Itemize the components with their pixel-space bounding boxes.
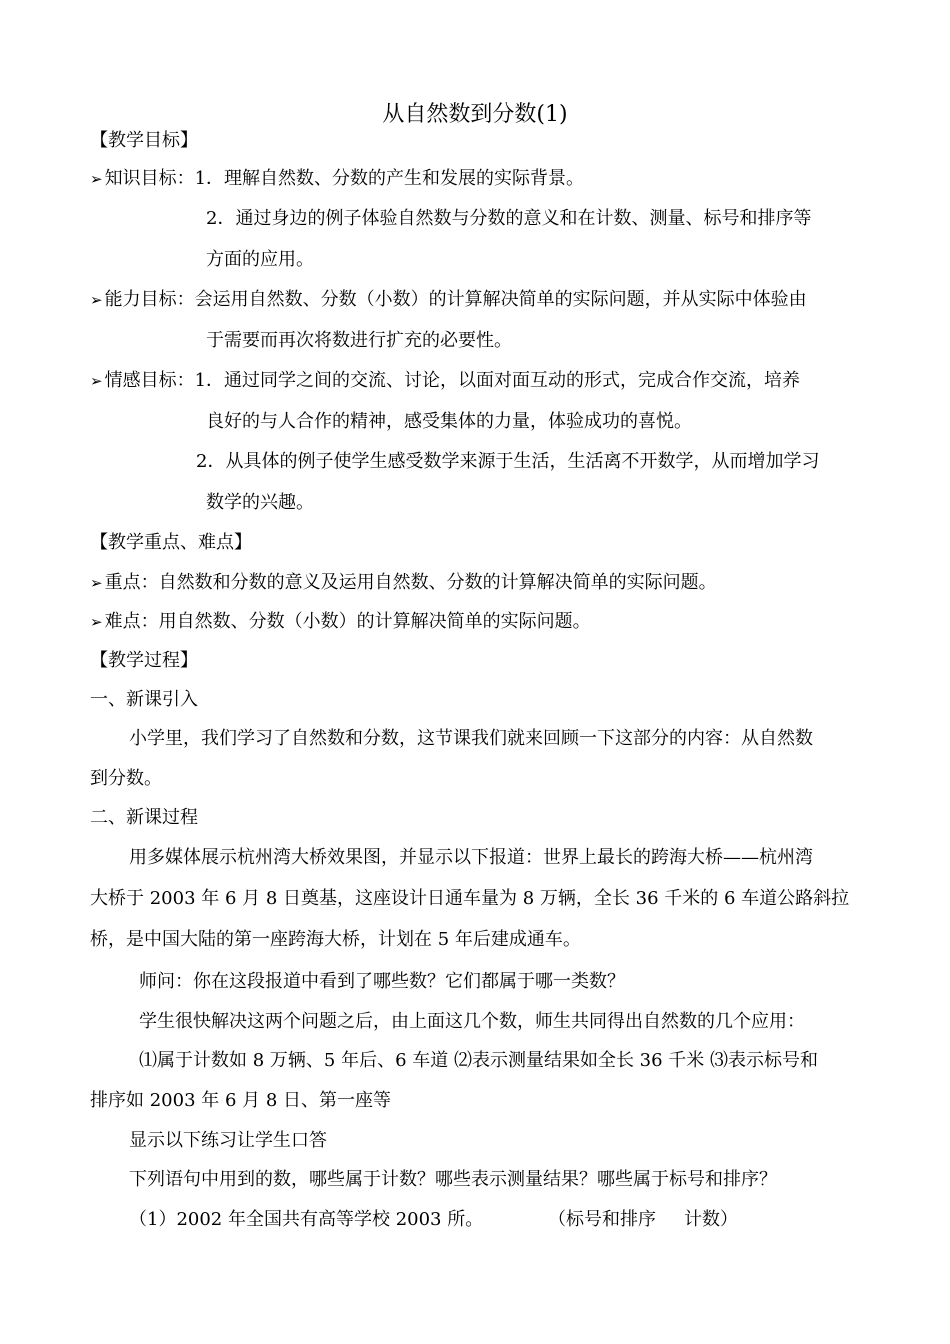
emotion-goal-line-3: 2．从具体的例子使学生感受数学来源于生活，生活离不开数学，从而增加学习 [196, 451, 820, 472]
difficulty-text: 难点：用自然数、分数（小数）的计算解决简单的实际问题。 [104, 611, 591, 632]
page-title: 从自然数到分数(1) [382, 102, 568, 127]
exercise-answer-a: （标号和排序 [548, 1209, 656, 1230]
bullet-arrow-icon: ➢ [90, 372, 103, 390]
emotion-goal-line-2: 良好的与人合作的精神，感受集体的力量，体验成功的喜悦。 [206, 411, 692, 432]
exercise-answer-b: 计数） [684, 1209, 738, 1230]
exercise-item-1: （1）2002 年全国共有高等学校 2003 所。 [129, 1209, 484, 1230]
applications-line-1: ⑴属于计数如 8 万辆、5 年后、6 车道 ⑵表示测量结果如全长 36 千米 ⑶表示标号和 [139, 1050, 819, 1071]
knowledge-goal-line-2: 2．通过身边的例子体验自然数与分数的意义和在计数、测量、标号和排序等 [206, 208, 812, 229]
difficulty-line [90, 610, 591, 634]
bullet-arrow-icon: ➢ [90, 291, 103, 309]
knowledge-goal-line-3: 方面的应用。 [206, 249, 314, 270]
report-paragraph-line-3: 桥，是中国大陆的第一座跨海大桥，计划在 5 年后建成通车。 [90, 929, 581, 950]
knowledge-goal-label: 知识目标： [104, 168, 195, 189]
knowledge-goal-line-1 [90, 167, 584, 191]
student-conclusion: 学生很快解决这两个问题之后，由上面这几个数，师生共同得出自然数的几个应用： [139, 1011, 805, 1032]
report-paragraph-line-2: 大桥于 2003 年 6 月 8 日奠基，这座设计日通车量为 8 万辆，全长 36 千米的 6 车道公路斜拉 [90, 888, 850, 909]
part-one-heading: 一、新课引入 [90, 689, 198, 710]
exercise-intro: 显示以下练习让学生口答 [129, 1130, 327, 1151]
key-point-text: 重点：自然数和分数的意义及运用自然数、分数的计算解决简单的实际问题。 [104, 572, 717, 593]
emotion-goal-line-4: 数学的兴趣。 [206, 492, 314, 513]
intro-paragraph-line-1: 小学里，我们学习了自然数和分数，这节课我们就来回顾一下这部分的内容：从自然数 [129, 728, 813, 749]
knowledge-goal-text-1: 1．理解自然数、分数的产生和发展的实际背景。 [194, 168, 585, 189]
ability-goal-line-1 [90, 288, 807, 312]
ability-goal-text-1: 会运用自然数、分数（小数）的计算解决简单的实际问题，并从实际中体验由 [194, 289, 807, 310]
teacher-question: 师问：你在这段报道中看到了哪些数？它们都属于哪一类数？ [139, 971, 625, 992]
emotion-goal-label: 情感目标： [104, 370, 195, 391]
bullet-arrow-icon: ➢ [90, 170, 103, 188]
intro-paragraph-line-2: 到分数。 [90, 768, 162, 789]
section-teaching-process: 【教学过程】 [90, 650, 198, 671]
ability-goal-label: 能力目标： [104, 289, 195, 310]
applications-line-2: 排序如 2003 年 6 月 8 日、第一座等 [90, 1090, 392, 1111]
section-key-difficult-points: 【教学重点、难点】 [90, 532, 252, 553]
part-two-heading: 二、新课过程 [90, 807, 198, 828]
bullet-arrow-icon: ➢ [90, 613, 103, 631]
key-point-line [90, 571, 717, 595]
report-paragraph-line-1: 用多媒体展示杭州湾大桥效果图，并显示以下报道：世界上最长的跨海大桥——杭州湾 [129, 847, 813, 868]
exercise-question: 下列语句中用到的数，哪些属于计数？哪些表示测量结果？哪些属于标号和排序？ [129, 1169, 777, 1190]
emotion-goal-text-1: 1．通过同学之间的交流、讨论，以面对面互动的形式，完成合作交流，培养 [194, 370, 801, 391]
bullet-arrow-icon: ➢ [90, 574, 103, 592]
section-teaching-goals: 【教学目标】 [90, 130, 198, 151]
emotion-goal-line-1 [90, 369, 800, 393]
exercise-item-1-answer [548, 1208, 738, 1232]
ability-goal-line-2: 于需要而再次将数进行扩充的必要性。 [206, 330, 512, 351]
